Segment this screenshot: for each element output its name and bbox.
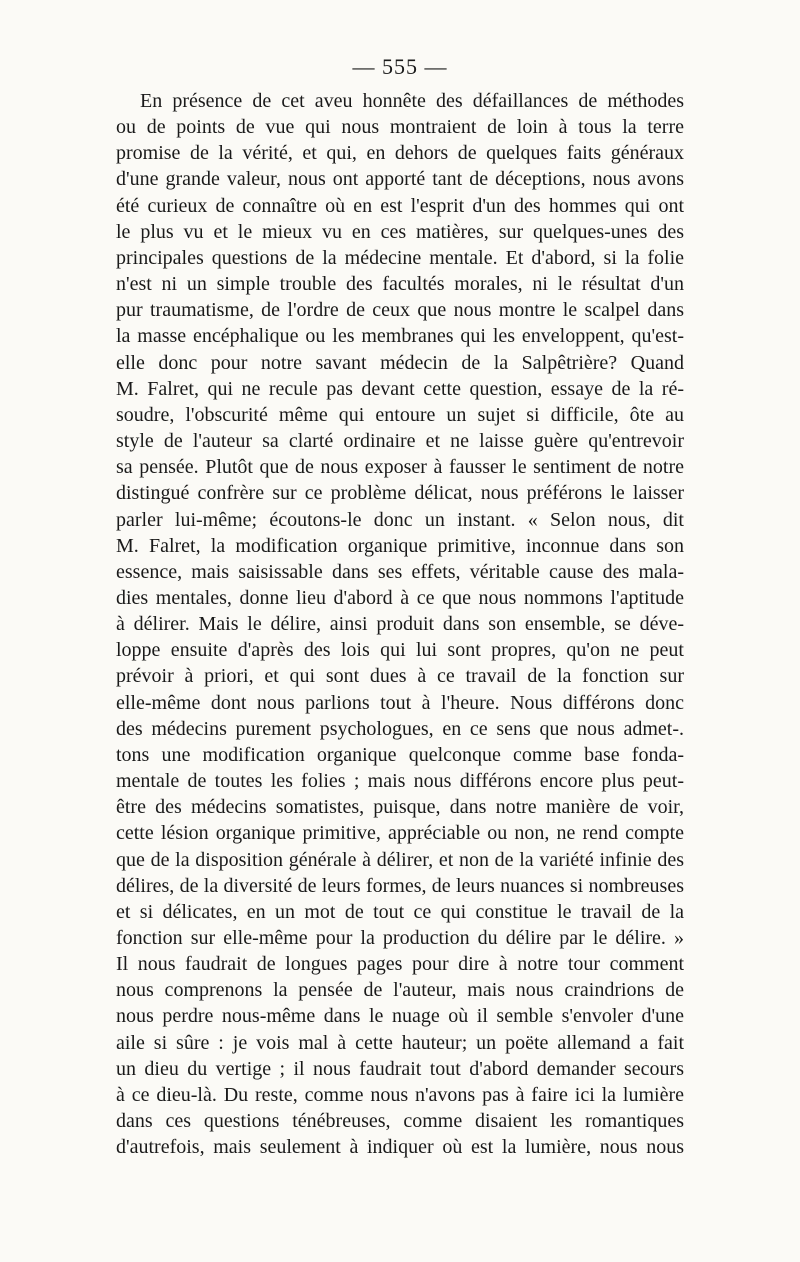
text-line: principales questions de la médecine mentale. Et d'abord, si la folie xyxy=(116,246,684,269)
text-line: la masse encéphalique ou les membranes qui les enveloppent, qu'est- xyxy=(116,325,684,348)
text-line: elle-même dont nous parlions tout à l'heure. Nous différons donc xyxy=(116,691,684,714)
text-line: délires, de la diversité de leurs formes, de leurs nuances si nombreuses xyxy=(116,874,684,897)
text-line: En présence de cet aveu honnête des défaillances de méthodes xyxy=(140,90,684,112)
page-number: — 555 — xyxy=(352,54,448,79)
text-line: promise de la vérité, et qui, en dehors de quelques faits généraux xyxy=(116,142,684,165)
text-line: aile si sûre : je vois mal à cette hauteur; un poëte allemand a fait xyxy=(116,1031,684,1054)
text-line: être des médecins somatistes, puisque, dans notre manière de voir, xyxy=(116,796,684,819)
text-line: à ce dieu-là. Du reste, comme nous n'avons pas à faire ici la lumière xyxy=(116,1083,684,1106)
text-line: cette lésion organique primitive, appréciable ou non, ne rend compte xyxy=(116,822,684,845)
text-line: à délirer. Mais le délire, ainsi produit dans son ensemble, se déve- xyxy=(116,613,684,636)
text-line: soudre, l'obscurité même qui entoure un sujet si difficile, ôte au xyxy=(116,403,684,426)
text-line: parler lui-même; écoutons-le donc un instant. « Selon nous, dit xyxy=(116,508,684,531)
text-line: d'une grande valeur, nous ont apporté tant de déceptions, nous avons xyxy=(116,168,684,191)
text-line: un dieu du vertige ; il nous faudrait tout d'abord demander secours xyxy=(116,1057,684,1080)
text-line: loppe ensuite d'après des lois qui lui sont propres, qu'on ne peut xyxy=(116,639,684,662)
text-line: que de la disposition générale à délirer, et non de la variété infinie des xyxy=(116,848,684,871)
text-line: ou de points de vue qui nous montraient de loin à tous la terre xyxy=(116,116,684,139)
text-line: M. Falret, qui ne recule pas devant cette question, essaye de la ré- xyxy=(116,377,684,400)
text-line: mentale de toutes les folies ; mais nous différons encore plus peut- xyxy=(116,770,684,793)
text-line: tons une modification organique quelconque comme base fonda- xyxy=(116,743,684,766)
text-line: d'autrefois, mais seulement à indiquer où est la lumière, nous nous xyxy=(116,1136,684,1159)
text-line: le plus vu et le mieux vu en ces matières, sur quelques-unes des xyxy=(116,220,684,243)
text-line: prévoir à priori, et qui sont dues à ce travail de la fonction sur xyxy=(116,665,684,688)
text-line: dans ces questions ténébreuses, comme disaient les romantiques xyxy=(116,1110,684,1133)
text-line: style de l'auteur sa clarté ordinaire et ne laisse guère qu'entrevoir xyxy=(116,430,684,453)
text-line: nous comprenons la pensée de l'auteur, mais nous craindrions de xyxy=(116,979,684,1002)
text-line: dies mentales, donne lieu d'abord à ce que nous nommons l'aptitude xyxy=(116,586,684,609)
text-line: distingué confrère sur ce problème délicat, nous préférons le laisser xyxy=(116,482,684,505)
text-line: n'est ni un simple trouble des facultés morales, ni le résultat d'un xyxy=(116,273,684,296)
text-line: Il nous faudrait de longues pages pour dire à notre tour comment xyxy=(116,953,684,976)
text-line: essence, mais saisissable dans ses effets, véritable cause des mala- xyxy=(116,560,684,583)
text-line: des médecins purement psychologues, en ce sens que nous admet-. xyxy=(116,717,684,740)
text-line: elle donc pour notre savant médecin de la Salpêtrière? Quand xyxy=(116,351,684,374)
text-line: été curieux de connaître où en est l'esprit d'un des hommes qui ont xyxy=(116,194,684,217)
body-text xyxy=(116,88,684,1160)
text-line: et si délicates, en un mot de tout ce qui constitue le travail de la xyxy=(116,900,684,923)
text-line: nous perdre nous-même dans le nuage où il semble s'envoler d'une xyxy=(116,1005,684,1028)
text-line: fonction sur elle-même pour la production du délire par le délire. » xyxy=(116,927,684,949)
text-line: sa pensée. Plutôt que de nous exposer à fausser le sentiment de notre xyxy=(116,456,684,479)
text-line: M. Falret, la modification organique primitive, inconnue dans son xyxy=(116,534,684,557)
text-line: pur traumatisme, de l'ordre de ceux que nous montre le scalpel dans xyxy=(116,299,684,322)
